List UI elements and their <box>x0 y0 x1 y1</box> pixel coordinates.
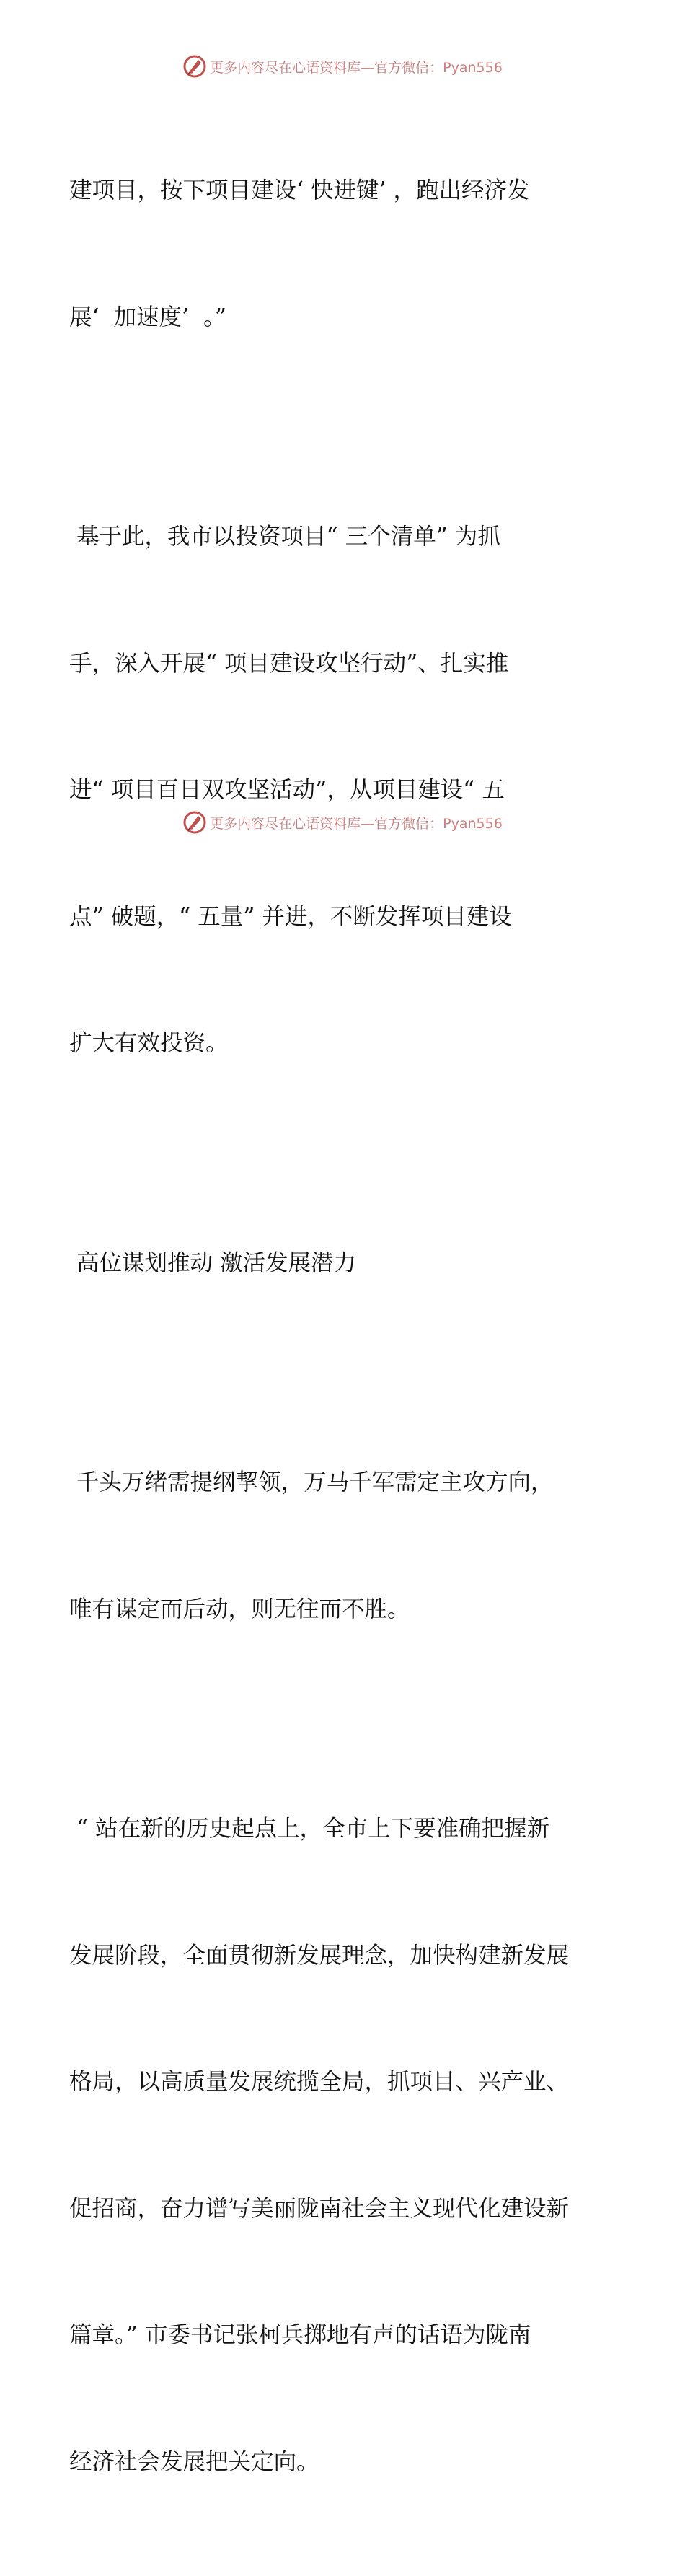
footer-watermark-banner <box>0 808 685 837</box>
pen-logo-icon <box>182 54 207 79</box>
paragraph-line: 扩大有效投资。 <box>69 1030 229 1056</box>
paragraph-line: 进“ 项目百日双攻坚活动”，从项目建设“ 五 <box>69 777 505 803</box>
header-watermark-banner <box>0 52 685 81</box>
paragraph-3 <box>69 1377 617 1715</box>
paragraph-line: 手，深入开展“ 项目建设攻坚行动”、扎实推 <box>69 650 509 677</box>
paragraph-line: 篇章。” 市委书记张柯兵掷地有声的话语为陇南 <box>69 2322 531 2348</box>
banner-text-cn: 更多内容尽在心语资料库—官方微信： <box>210 815 443 832</box>
banner-wechat-id: Pyan556 <box>443 815 503 832</box>
paragraph-line: 基于此，我市以投资项目“ 三个清单” 为抓 <box>76 524 500 550</box>
banner-text <box>210 57 503 76</box>
paragraph-line: 促招商，奋力谱写美丽陇南社会主义现代化建设新 <box>69 2195 570 2222</box>
section-heading <box>69 1158 617 1369</box>
section-heading-text: 高位谋划推动 激活发展潜力 <box>76 1249 357 1276</box>
banner-text-cn: 更多内容尽在心语资料库—官方微信： <box>210 59 443 76</box>
document-body <box>69 85 617 2576</box>
pen-logo-icon <box>182 810 207 835</box>
paragraph-line: 经济社会发展把关定向。 <box>69 2448 319 2475</box>
paragraph-line: 展‘ 加速度’ 。” <box>69 304 226 330</box>
paragraph-line: 点” 破题，“ 五量” 并进，不断发挥项目建设 <box>69 903 512 930</box>
banner-text <box>210 813 503 832</box>
paragraph-line: 格局，以高质量发展统揽全局，抓项目、兴产业、 <box>69 2069 570 2095</box>
paragraph-line: 建项目，按下项目建设‘ 快进键’ ，跑出经济发 <box>69 177 530 203</box>
paragraph-1 <box>69 85 617 423</box>
paragraph-line: 唯有谋定而后动，则无往而不胜。 <box>69 1596 410 1622</box>
banner-wechat-id: Pyan556 <box>443 59 503 76</box>
paragraph-line: 发展阶段，全面贯彻新发展理念，加快构建新发展 <box>69 1942 570 1969</box>
paragraph-2 <box>69 431 617 1149</box>
paragraph-4 <box>69 1723 617 2567</box>
paragraph-line: “ 站在新的历史起点上，全市上下要准确把握新 <box>76 1816 550 1842</box>
paragraph-line: 千头万绪需提纲挈领，万马千军需定主攻方向， <box>76 1469 554 1495</box>
